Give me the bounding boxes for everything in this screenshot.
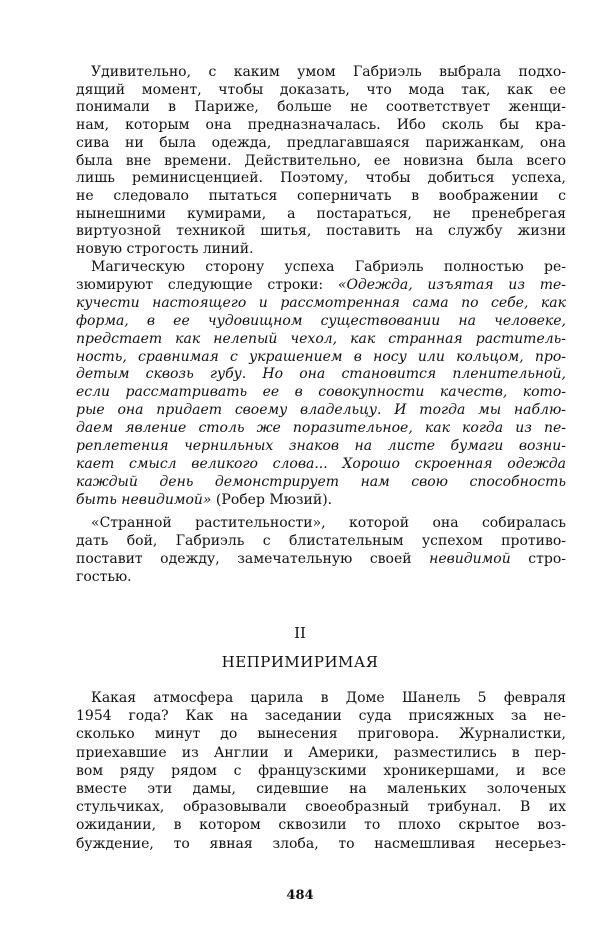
text: Магическую сторону успеха Габриэль полностью ре- — [91, 259, 566, 275]
text: Удивительно, с каким умом Габриэль выбрала подхо- — [91, 64, 566, 80]
italic-text: реплетения чернильных знаков на листе бумаги возни- — [76, 438, 566, 455]
text: приехавшие из Англии и Америки, разместились в пер- — [76, 744, 566, 761]
italic-text: каждый день демонстрирует нам свою способность — [76, 473, 566, 490]
text: дать бой, Габриэль с блистательным успехом противо- — [76, 532, 566, 549]
paragraph-3 — [76, 515, 566, 587]
text: дящий момент, чтобы доказать, что мода так, как ее — [76, 81, 566, 98]
chapter-title: НЕПРИМИРИМАЯ — [221, 653, 379, 671]
text-line — [76, 384, 566, 402]
text: нынешними кумирами, а постараться, не пренебрегая — [76, 205, 566, 222]
text-line — [76, 117, 566, 135]
text-line — [76, 331, 566, 349]
paragraph-2-quote — [76, 259, 566, 510]
text: не следовало пытаться соперничать в воображении с — [76, 187, 566, 204]
text-line — [76, 762, 566, 780]
paragraph-4 — [76, 689, 566, 853]
text-line — [76, 780, 566, 798]
text-line — [76, 438, 566, 456]
text-line — [76, 259, 566, 277]
text-line — [76, 366, 566, 384]
text-line — [76, 816, 566, 834]
text: вместе эти дамы, сидевшие на маленьких золоченых — [76, 781, 566, 798]
italic-text: быть невидимой» — [76, 491, 212, 508]
text: виртуозной техникой шитья, поставить на службу жизни — [76, 223, 566, 240]
text: сколько минут до вынесения приговора. Журналистки, — [76, 726, 566, 743]
text-line — [76, 135, 566, 153]
text: 1954 года? Как на заседании суда присяжных за не- — [76, 708, 566, 725]
text: стро- — [510, 550, 566, 567]
italic-text: рые она придает своему владельцу. И тогда мы наблю- — [76, 402, 566, 419]
text-line — [76, 99, 566, 117]
text: сива ни была одежда, предлагавшаяся парижанкам, она — [76, 134, 566, 151]
text-line — [76, 241, 566, 259]
text-line — [76, 188, 566, 206]
text-line — [76, 492, 566, 510]
text: буждение, то явная злоба, то насмешливая несерьез- — [76, 835, 566, 852]
page-number: 484 — [286, 888, 314, 903]
italic-text: «Одежда, изъятая из те- — [337, 276, 566, 293]
text-line — [76, 551, 566, 569]
italic-text: детым сквозь губу. Но она становится пленительной, — [76, 366, 566, 383]
text-line — [76, 402, 566, 420]
text-line — [76, 420, 566, 438]
paragraph-1 — [76, 64, 566, 259]
italic-text: форма, в ее чудовищном существовании на человеке, — [76, 312, 566, 329]
text-line — [76, 277, 566, 295]
text-line — [76, 533, 566, 551]
text: была вне времени. Действительно, ее новизна была всего — [76, 152, 566, 169]
italic-text: если рассматривать ее в совокупности качеств, кото- — [76, 384, 566, 401]
text-line — [76, 798, 566, 816]
text-line — [76, 153, 566, 171]
text-line — [76, 313, 566, 331]
text: понимали в Париже, больше не соответствует женщи- — [76, 99, 566, 116]
text: «Странной растительности», которой она собиралась — [91, 515, 566, 531]
text-line — [76, 295, 566, 313]
text: стульчиках, образовывали своеобразный трибунал. В их — [76, 799, 566, 816]
italic-text: даем явление столь же поразительное, как когда из пе- — [76, 420, 566, 437]
text: Какая атмосфера царила в Доме Шанель 5 февраля — [91, 690, 566, 706]
text: поставит одежду, замечательную своей — [76, 550, 430, 567]
text-line — [76, 64, 566, 82]
text: (Робер Мюзий). — [211, 491, 333, 508]
text-line — [76, 82, 566, 100]
italic-text: невидимой — [429, 550, 511, 567]
text-line — [76, 707, 566, 725]
text-line — [76, 474, 566, 492]
text: зюмируют следующие строки: — [76, 276, 338, 293]
italic-text: кает смысл великого слова... Хорошо скроенная одежда — [76, 455, 566, 472]
text: гостью. — [76, 568, 132, 585]
text-line — [76, 515, 566, 533]
text-line — [76, 223, 566, 241]
text: ожидании, в котором сквозили то плохо скрытое воз- — [76, 817, 566, 834]
text: новую строгость линий. — [76, 241, 254, 258]
text: вом ряду рядом с французскими хроникершами, и все — [76, 762, 566, 779]
chapter-number: II — [294, 624, 306, 642]
text-line — [76, 206, 566, 224]
italic-text: кучести настоящего и рассмотренная сама по себе, как — [76, 294, 566, 311]
text-line — [76, 349, 566, 367]
text-line — [76, 689, 566, 707]
text-line — [76, 744, 566, 762]
italic-text: предстает как нелепый чехол, как странная раститель- — [76, 330, 566, 347]
italic-text: ность, сравнимая с украшением в носу или кольцом, про- — [76, 348, 566, 365]
text: нам, которым она предназначалась. Ибо сколь бы кра- — [76, 117, 566, 134]
text-line — [76, 456, 566, 474]
text-line — [76, 569, 566, 587]
text-line — [76, 725, 566, 743]
text-line — [76, 170, 566, 188]
text: лишь реминисценцией. Поэтому, чтобы добиться успеха, — [76, 170, 566, 187]
text-line — [76, 835, 566, 853]
